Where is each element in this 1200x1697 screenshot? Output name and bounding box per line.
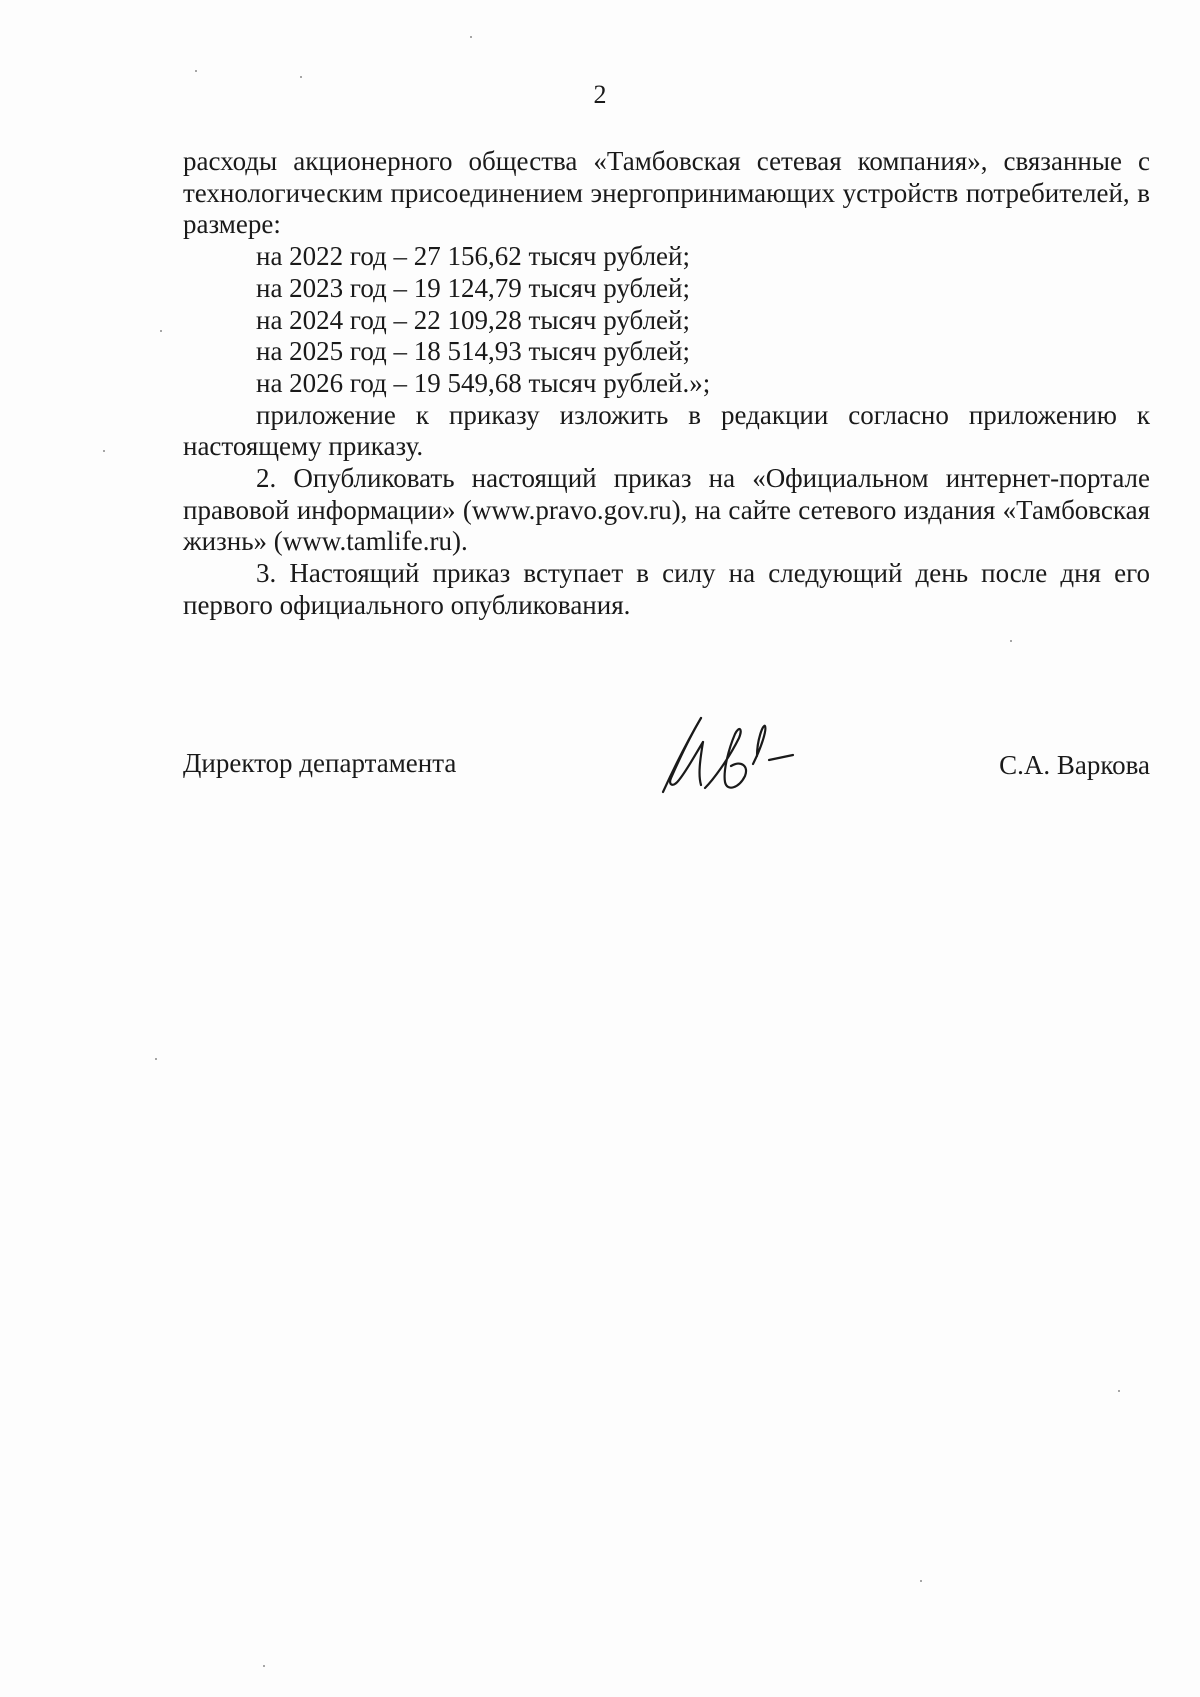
document-body <box>183 146 1150 622</box>
signature-block <box>183 700 1150 830</box>
list-item-2025: на 2025 год – 18 514,93 тысяч рублей; <box>256 336 690 367</box>
handwritten-signature <box>643 700 803 810</box>
scan-speck <box>920 1580 922 1582</box>
signer-name: С.А. Варкова <box>999 750 1150 780</box>
scan-speck <box>103 450 105 452</box>
scan-speck <box>263 1665 265 1667</box>
scan-speck <box>470 36 472 38</box>
paragraph-expenses: расходы акционерного общества «Тамбовская сетевая компания», связанные с технологическим присоединением энергопринимающих устройств потребителей, в размере: <box>183 146 1150 240</box>
scan-speck <box>160 330 162 332</box>
list-item-2022: на 2022 год – 27 156,62 тысяч рублей; <box>256 241 690 272</box>
paragraph-publication: 2. Опубликовать настоящий приказ на «Официальном интернет-портале правовой информации» (www.pravo.gov.ru), на сайте сетевого издания «Тамбовская жизнь» (www.tamlife.ru). <box>183 463 1150 557</box>
list-item-2023: на 2023 год – 19 124,79 тысяч рублей; <box>256 272 690 303</box>
paragraph-appendix: приложение к приказу изложить в редакции согласно приложению к настоящему приказу. <box>183 399 1150 462</box>
scan-speck <box>1118 1390 1120 1392</box>
page-number: 2 <box>593 80 607 109</box>
scan-speck <box>155 1058 157 1060</box>
paragraph-effective-date: 3. Настоящий приказ вступает в силу на следующий день после дня его первого официального опубликования. <box>183 558 1150 620</box>
scan-speck <box>1010 640 1012 642</box>
list-item-2024: на 2024 год – 22 109,28 тысяч рублей; <box>256 304 690 335</box>
scan-speck <box>300 76 302 78</box>
signer-position: Директор департамента <box>183 748 457 778</box>
scan-speck <box>195 70 197 72</box>
list-item-2026: на 2026 год – 19 549,68 тысяч рублей.»; <box>256 367 711 398</box>
